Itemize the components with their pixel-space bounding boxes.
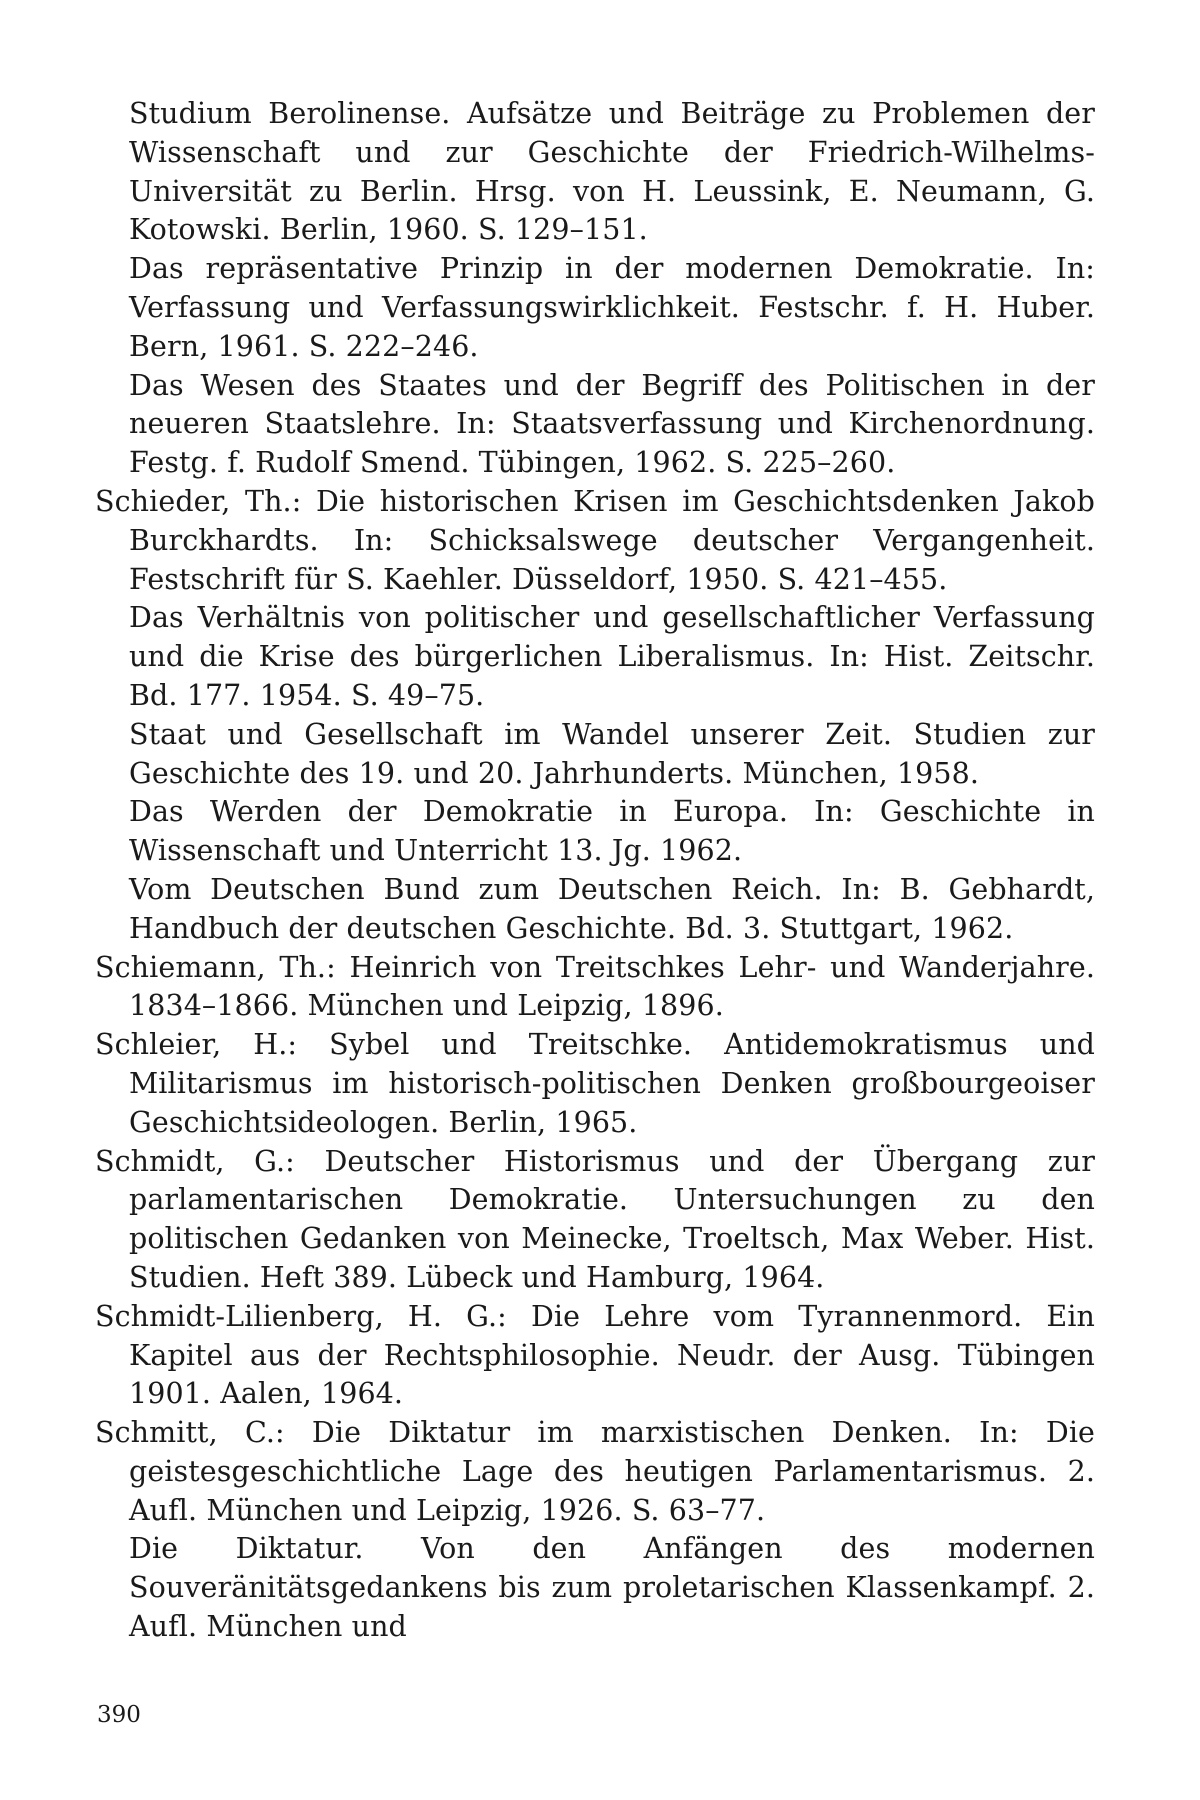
bibliography-entry-continuation: Das Werden der Demokratie in Europa. In: Geschichte in Wissenschaft und Unterricht 13. Jg. 1962.: [129, 795, 1095, 868]
page-number: 390: [97, 1702, 141, 1728]
bibliography-entry-continuation: Vom Deutschen Bund zum Deutschen Reich. In: B. Gebhardt, Handbuch der deutschen Geschichte. Bd. 3. Stuttgart, 1962.: [129, 872, 1095, 945]
bibliography-entry-continuation: Das Verhältnis von politischer und gesellschaftlicher Verfassung und die Krise des bürgerlichen Liberalismus. In: Hist. Zeitschr. Bd. 177. 1954. S. 49–75.: [129, 601, 1095, 712]
bibliography-list: [95, 95, 1095, 1647]
bibliography-entry-continuation: Das Wesen des Staates und der Begriff des Politischen in der neueren Staatslehre. In: Staatsverfassung und Kirchenordnung. Festg. f. Rudolf Smend. Tübingen, 1962. S. 225–260.: [129, 368, 1095, 480]
bibliography-entry-continuation: Die Diktatur. Von den Anfängen des modernen Souveränitätsgedankens bis zum proletarischen Klassenkampf. 2. Aufl. München und: [129, 1532, 1095, 1644]
bibliography-entry-continuation: Staat und Gesellschaft im Wandel unserer Zeit. Studien zur Geschichte des 19. und 20. Jahrhunderts. München, 1958.: [129, 717, 1095, 790]
bibliography-entry-schmidt: Schmidt, G.: Deutscher Historismus und der Übergang zur parlamentarischen Demokratie. Untersuchungen zu den politischen Gedanken von Meinecke, Troeltsch, Max Weber. Hist. Studien. Heft 389. Lübeck und Hamburg, 1964.: [95, 1144, 1095, 1294]
bibliography-entry-schmitt: Schmitt, C.: Die Diktatur im marxistischen Denken. In: Die geistesgeschichtliche Lage des heutigen Parlamentarismus. 2. Aufl. München und Leipzig, 1926. S. 63–77.: [95, 1416, 1095, 1527]
bibliography-entry-continuation: Das repräsentative Prinzip in der modernen Demokratie. In: Verfassung und Verfassungswirklichkeit. Festschr. f. H. Huber. Bern, 1961. S. 222–246.: [129, 252, 1095, 363]
bibliography-entry-schiemann: Schiemann, Th.: Heinrich von Treitschkes Lehr- und Wanderjahre. 1834–1866. München und Leipzig, 1896.: [95, 950, 1095, 1023]
bibliography-entry-continuation: Studium Berolinense. Aufsätze und Beiträge zu Problemen der Wissenschaft und zur Geschichte der Friedrich-Wilhelms-Universität zu Berlin. Hrsg. von H. Leussink, E. Neumann, G. Kotowski. Berlin, 1960. S. 129–151.: [129, 97, 1095, 247]
bibliography-entry-schieder: Schieder, Th.: Die historischen Krisen im Geschichtsdenken Jakob Burckhardts. In: Schicksalswege deutscher Vergangenheit. Festschrift für S. Kaehler. Düsseldorf, 1950. S. 421–455.: [95, 484, 1095, 596]
bibliography-entry-schleier: Schleier, H.: Sybel und Treitschke. Antidemokratismus und Militarismus im historisch-politischen Denken großbourgeoiser Geschichtsideologen. Berlin, 1965.: [95, 1028, 1095, 1139]
bibliography-entry-schmidt-lilienberg: Schmidt-Lilienberg, H. G.: Die Lehre vom Tyrannenmord. Ein Kapitel aus der Rechtsphilosophie. Neudr. der Ausg. Tübingen 1901. Aalen, 1964.: [95, 1299, 1095, 1411]
